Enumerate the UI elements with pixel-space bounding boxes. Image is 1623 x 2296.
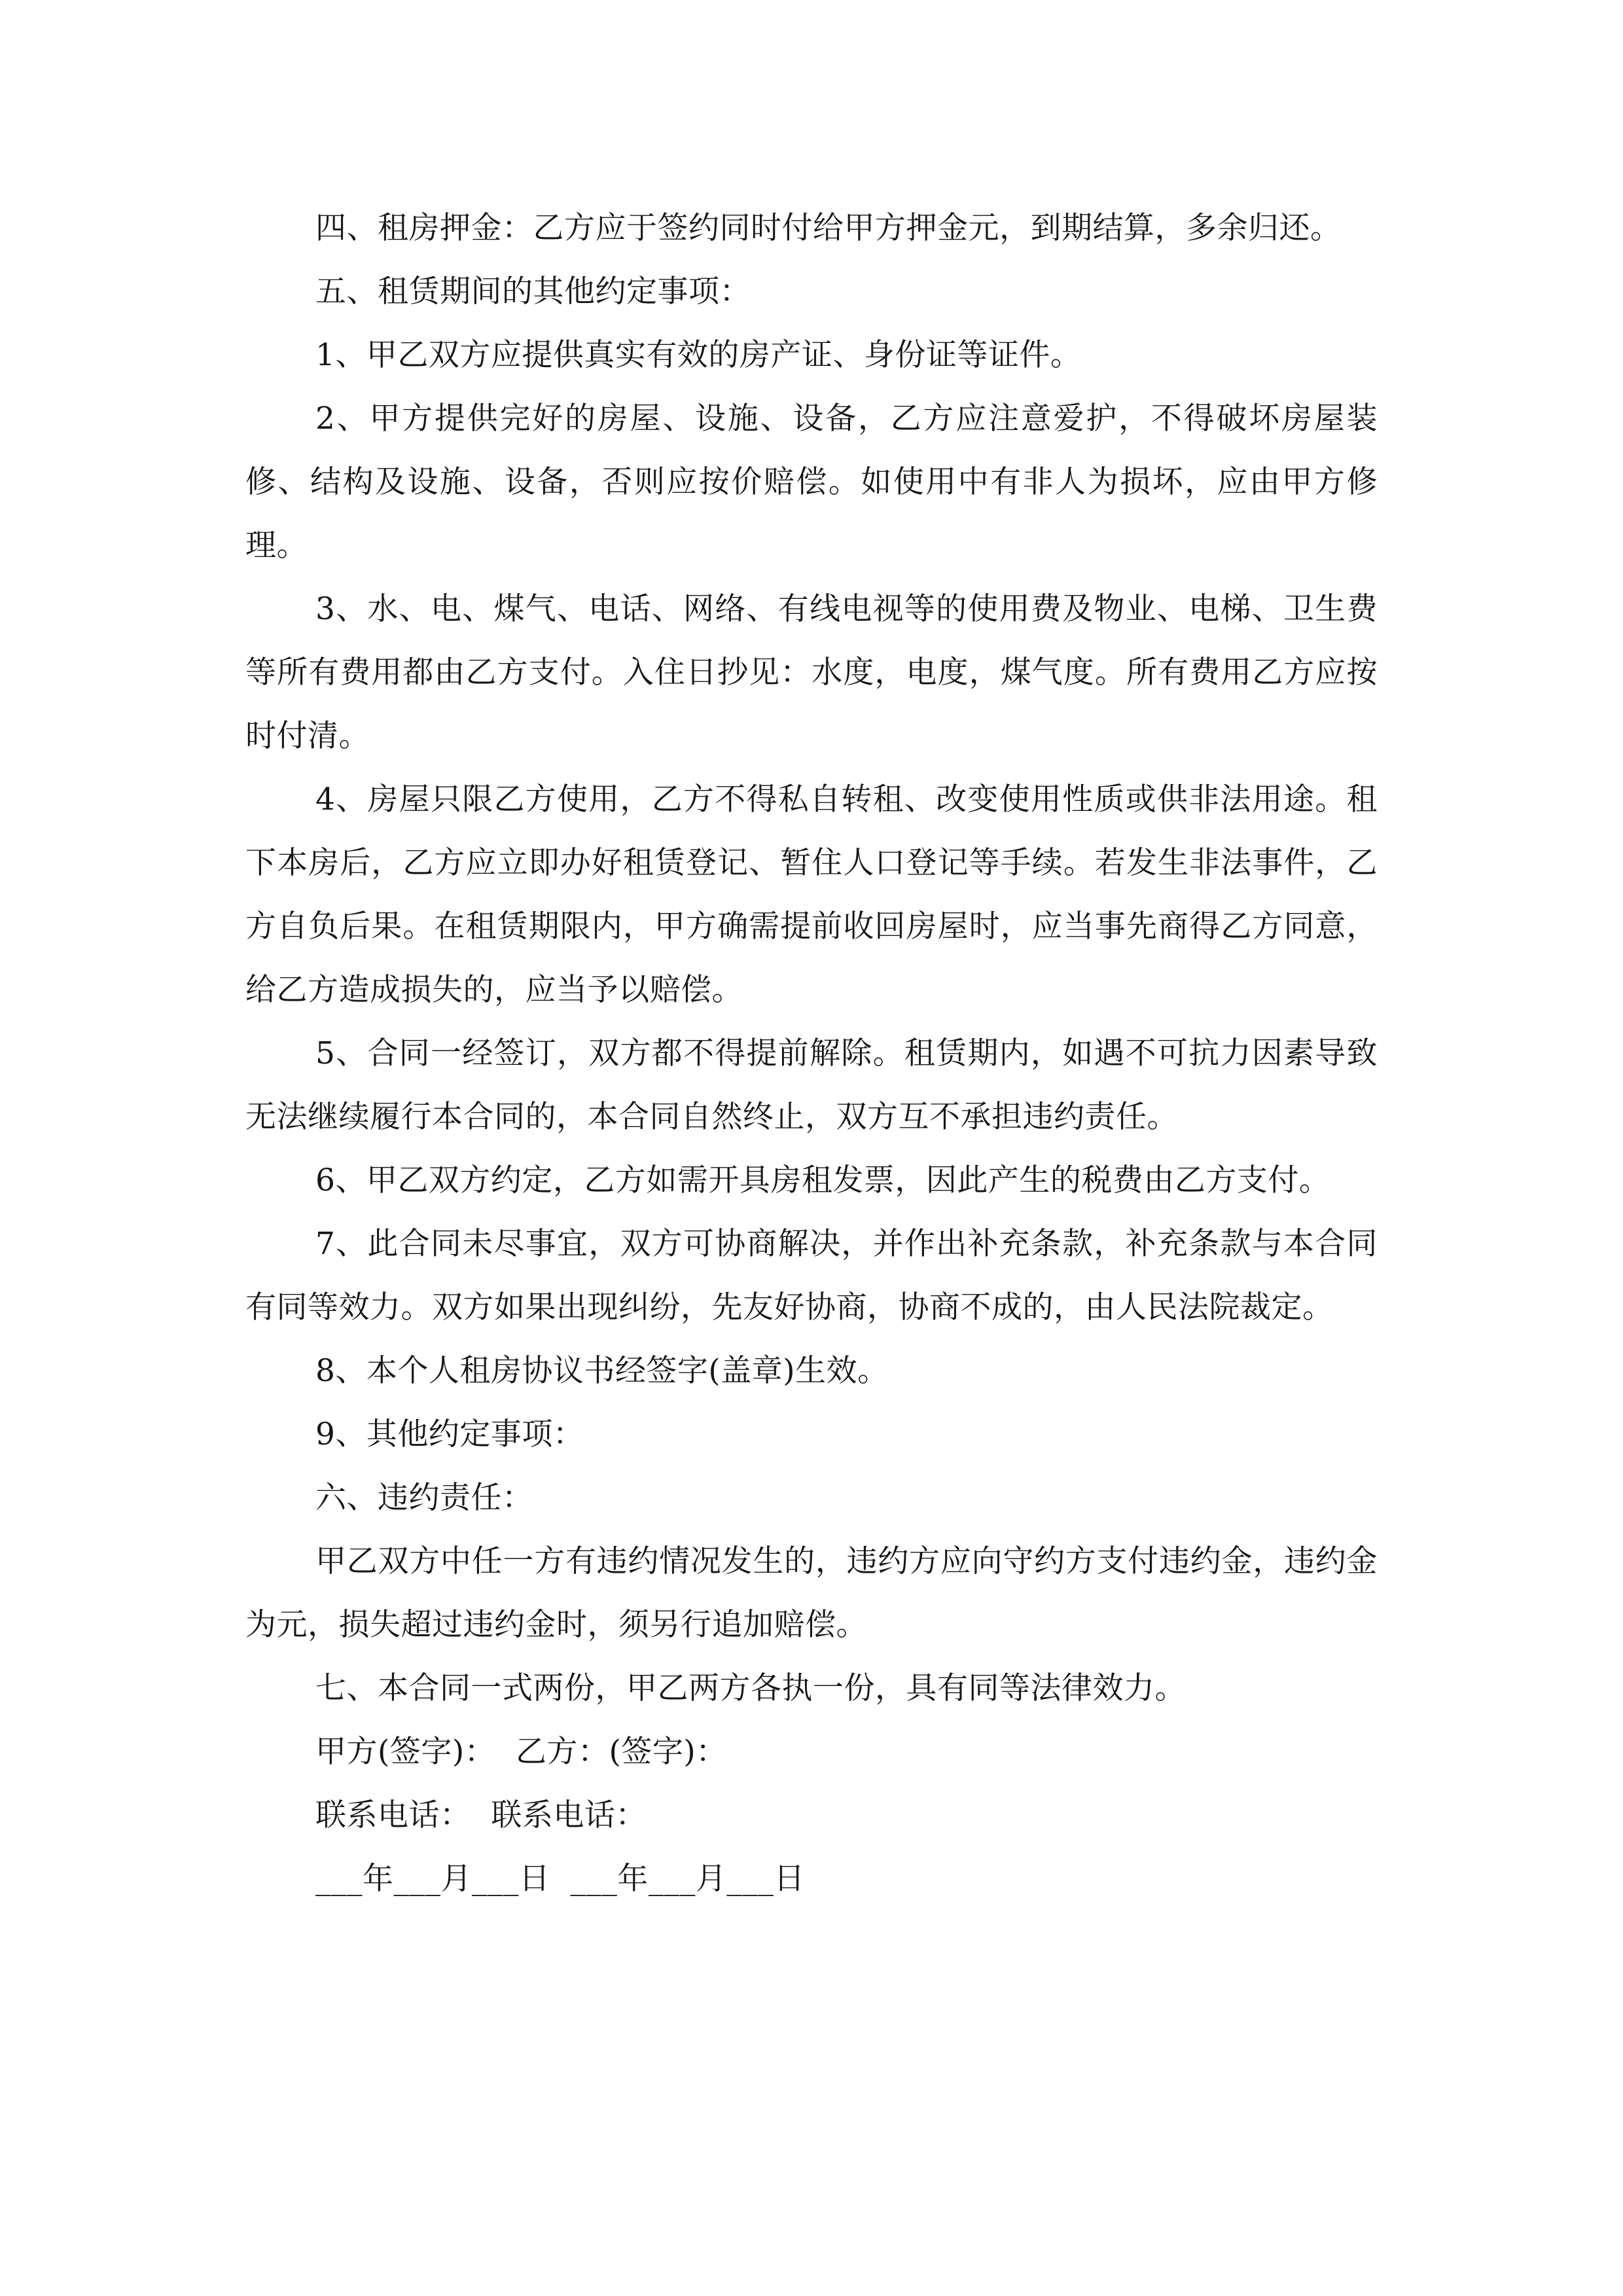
term-4: 4、房屋只限乙方使用，乙方不得私自转租、改变使用性质或供非法用途。租下本房后，乙方应立即办好租赁登记、暂住人口登记等手续。若发生非法事件，乙方自负后果。在租赁期限内，甲方确需提前收回房屋时，应当事先商得乙方同意，给乙方造成损失的，应当予以赔偿。 — [245, 781, 1378, 1008]
term-6: 6、甲乙双方约定，乙方如需开具房租发票，因此产生的税费由乙方支付。 — [315, 1162, 1330, 1198]
term-7: 7、此合同未尽事宜，双方可协商解决，并作出补充条款，补充条款与本合同有同等效力。双方如果出现纠纷，先友好协商，协商不成的，由人民法院裁定。 — [245, 1226, 1378, 1325]
term-2: 2、甲方提供完好的房屋、设施、设备，乙方应注意爱护，不得破坏房屋装修、结构及设施、设备，否则应按价赔偿。如使用中有非人为损坏，应由甲方修理。 — [245, 401, 1378, 564]
clause-other-terms-heading: 五、租赁期间的其他约定事项： — [315, 274, 751, 310]
phone-line: 联系电话： 联系电话： — [315, 1797, 647, 1833]
date-line: ___年___月___日 ___年___月___日 — [315, 1861, 805, 1897]
signature-line: 甲方(签字)： 乙方：(签字)： — [315, 1734, 727, 1770]
clause-copies: 七、本合同一式两份，甲乙两方各执一份，具有同等法律效力。 — [315, 1670, 1186, 1706]
contract-body — [245, 196, 1378, 1910]
clause-breach-text: 甲乙双方中任一方有违约情况发生的，违约方应向守约方支付违约金，违约金为元，损失超过违约金时，须另行追加赔偿。 — [245, 1543, 1378, 1643]
term-3: 3、水、电、煤气、电话、网络、有线电视等的使用费及物业、电梯、卫生费等所有费用都由乙方支付。入住日抄见：水度，电度，煤气度。所有费用乙方应按时付清。 — [245, 591, 1378, 754]
term-1: 1、甲乙双方应提供真实有效的房产证、身份证等证件。 — [315, 337, 1082, 373]
clause-deposit: 四、租房押金：乙方应于签约同时付给甲方押金元，到期结算，多余归还。 — [315, 210, 1342, 246]
clause-breach-heading: 六、违约责任： — [315, 1480, 533, 1516]
term-5: 5、合同一经签订，双方都不得提前解除。租赁期内，如遇不可抗力因素导致无法继续履行本合同的，本合同自然终止，双方互不承担违约责任。 — [245, 1035, 1378, 1135]
term-8: 8、本个人租房协议书经签字(盖章)生效。 — [315, 1353, 889, 1389]
term-9: 9、其他约定事项： — [315, 1416, 584, 1452]
